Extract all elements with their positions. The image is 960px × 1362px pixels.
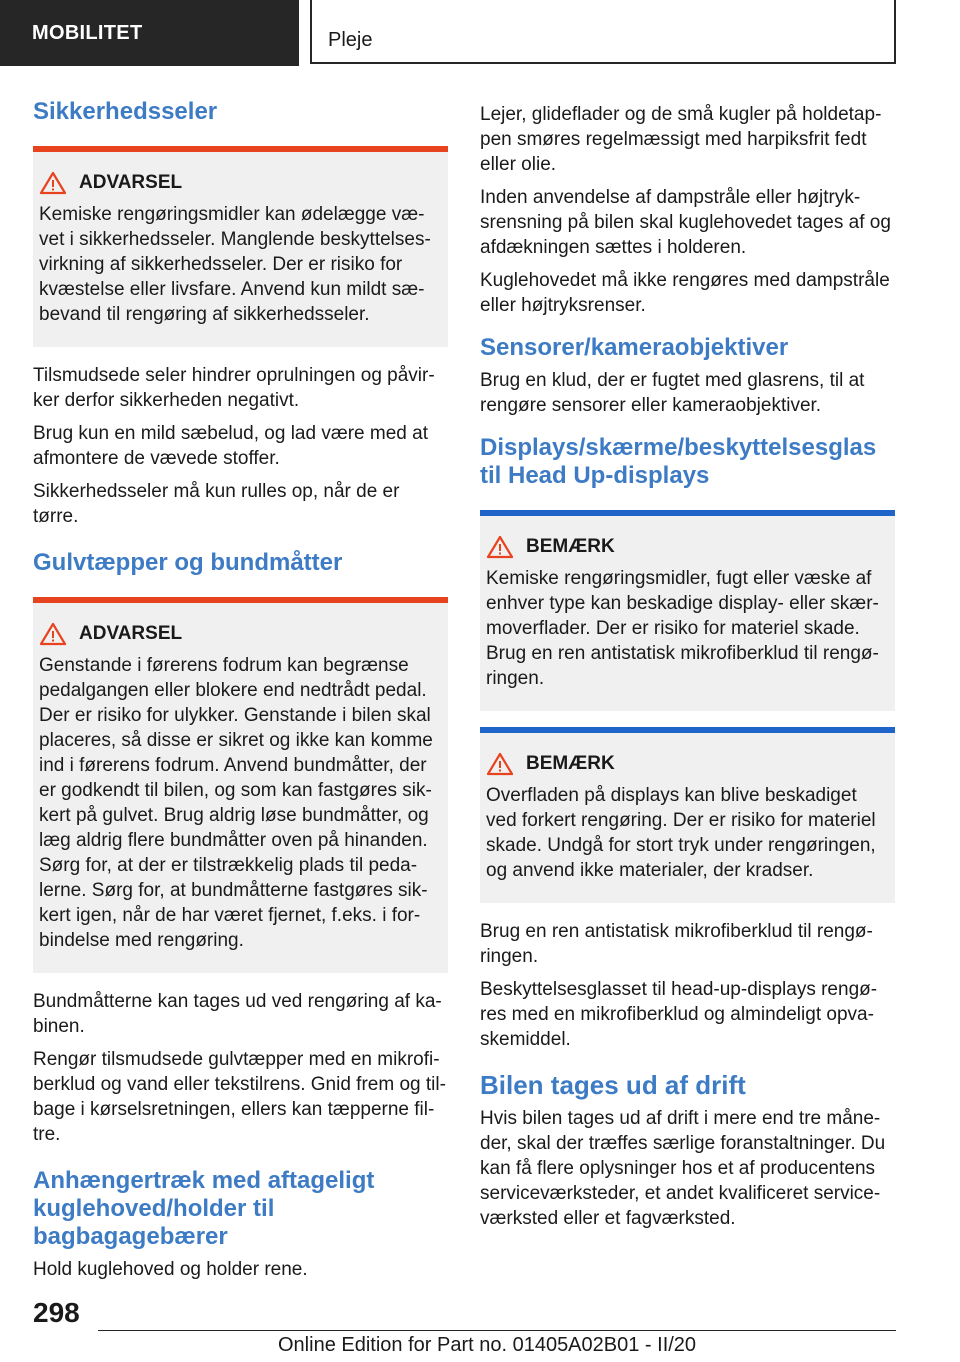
warning-box-floor-mats [33,597,448,973]
paragraph: Kuglehovedet må ikke rengøres med dampstråle eller højtryksrenser. [480,270,890,316]
warning-triangle-icon [39,622,67,646]
warning-box-seatbelts [33,146,448,347]
warning-title [39,170,434,196]
note-title [486,751,881,777]
left-column [33,98,448,1290]
paragraph: Hold kuglehoved og holder rene. [33,1259,308,1280]
page-number: 298 [33,1297,80,1328]
page-header [0,0,960,66]
warning-title [39,621,434,647]
paragraph: Rengør tilsmudsede gulvtæpper med en mikrofiberklud og vand eller tekstilrens. Gnid frem og tilbage i kørselsretningen, ellers kan tæpperne filtre. [33,1049,446,1145]
warning-text: Kemiske rengøringsmidler kan ødelægge vævet i sikkerhedsseler. Manglende beskyttelsesvirkning af sikkerhedsseler. Der er risiko for kvæstelse eller livsfare. Anvend kun mildt sæbevand til rengøring af sikkerhedsseler. [39,204,431,325]
note-box-displays-1 [480,510,895,711]
right-column [480,102,895,1239]
warning-label: ADVARSEL [79,623,183,644]
paragraph: Brug en ren antistatisk mikrofiberklud til rengøringen. [480,921,873,967]
footer-divider [98,1330,896,1331]
paragraph: Brug kun en mild sæbelud, og lad være med at afmontere de vævede stoffer. [33,423,428,469]
warning-triangle-icon [486,752,514,776]
heading-decommission: Bilen tages ud af drift [480,1070,746,1100]
note-title [486,534,881,560]
paragraph: Beskyttelsesglasset til head-up-displays rengøres med en mikrofiberklud og almindeligt opvaskemiddel. [480,979,878,1050]
paragraph: Tilsmudsede seler hindrer oprulningen og påvirker derfor sikkerheden negativt. [33,365,435,411]
note-text: Overfladen på displays kan blive beskadiget ved forkert rengøring. Der er risiko for materiel skade. Undgå for stort tryk under rengøringen, og anvend ikke materialer, der kradser. [486,785,876,881]
paragraph: Hvis bilen tages ud af drift i mere end tre måneder, skal der træffes særlige foranstaltninger. Du kan få flere oplysninger hos et af producentens serviceværksteder, et andet kvalificeret serviceværksted eller et fagværksted. [480,1108,886,1229]
edition-note: Online Edition for Part no. 01405A02B01 - II/20 [278,1334,697,1356]
warning-triangle-icon [486,535,514,559]
note-box-displays-2 [480,727,895,903]
paragraph: Lejer, glideflader og de små kugler på holdetappen smøres regelmæssigt med harpiksfrit fedt eller olie. [480,104,882,175]
section-tab: MOBILITET [0,0,299,66]
warning-text: Genstande i førerens fodrum kan begrænse pedalgangen eller blokere end nedtrådt pedal. Der er risiko for ulykker. Genstande i bilen skal placeres, så disse er sikret og ikke kan komme ind i førerens fodrum. Anvend bundmåtter, der er godkendt til bilen, og som kan fastgøres sikkert på gulvet. Brug aldrig løse bundmåtter, og læg aldrig flere bundmåtter oven på hinanden. Sørg for, at der er tilstrækkelig plads til pedalerne. Sørg for, at bundmåtterne fastgøres sikkert igen, når de har været fjernet, f.eks. i forbindelse med rengøring. [39,655,433,951]
note-label: BEMÆRK [526,753,615,774]
note-label: BEMÆRK [526,536,615,557]
paragraph: Inden anvendelse af dampstråle eller højtryksrensning på bilen skal kuglehovedet tages af og afdækningen sættes i holderen. [480,187,891,258]
heading-displays: Displays/skærme/beskyttelsesglas til Head Up-displays [480,434,877,489]
paragraph: Bundmåtterne kan tages ud ved rengøring af kabinen. [33,991,442,1037]
chapter-tab: Pleje [310,0,896,64]
note-text: Kemiske rengøringsmidler, fugt eller væske af enhver type kan beskadige display- eller skærmoverflader. Der er risiko for materiel skade. Brug en ren antistatisk mikrofiberklud til rengøringen. [486,568,879,689]
warning-label: ADVARSEL [79,172,183,193]
paragraph: Brug en klud, der er fugtet med glasrens, til at rengøre sensorer eller kameraobjektiver. [480,370,865,416]
heading-sensors: Sensorer/kameraobjektiver [480,334,789,361]
paragraph: Sikkerhedsseler må kun rulles op, når de er tørre. [33,481,400,527]
heading-floor-mats: Gulvtæpper og bundmåtter [33,549,343,576]
warning-triangle-icon [39,171,67,195]
heading-towbar: Anhængertræk med aftageligt kuglehoved/holder til bagbagagebærer [33,1167,375,1250]
heading-seatbelts: Sikkerhedsseler [33,98,218,125]
